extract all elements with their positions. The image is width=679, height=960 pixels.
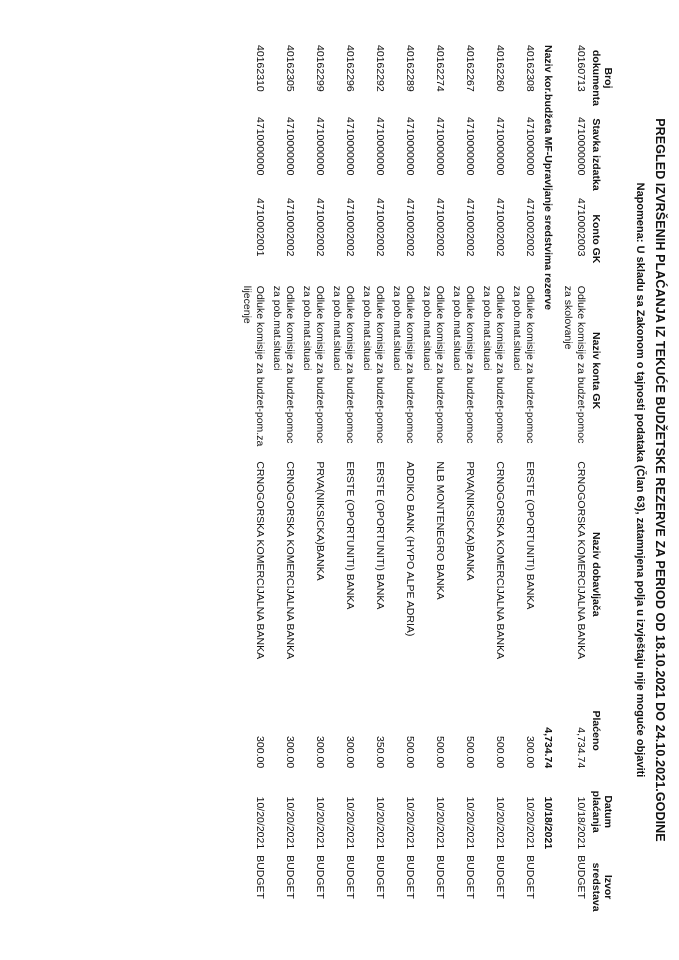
page-title: PREGLED IZVRŠENIH PLAĆANJA IZ TEKUĆE BUDŽETSKE REZERVE ZA PERIOD OD 18.10.2021 DO 24.10.2021.GODINE — [653, 118, 667, 842]
cell-placeno: 4,734.74 — [574, 727, 587, 769]
cell-izvor: BUDGET — [373, 855, 386, 899]
header-dobavljac: Naziv dobavljača — [589, 531, 602, 617]
confidentiality-note: Napomena: U skladu sa Zakonom o tajnosti podataka (Član 63), zatamnjena polja u izvještaju nije moguće objaviti — [634, 182, 646, 778]
section-row — [537, 42, 558, 922]
cell-dobavljac: PRVA(NIKSICKA)BANKA — [313, 461, 326, 581]
cell-stavka: 4710000000 — [403, 117, 416, 176]
cell-placeno: 300.00 — [343, 736, 356, 769]
cell-placeno: 300.00 — [313, 736, 326, 769]
header-konto: Konto GK — [589, 214, 602, 264]
cell-doc: 40162260 — [493, 45, 506, 92]
cell-doc: 40162310 — [253, 45, 266, 92]
cell-naziv: Odluke komisije za budzet-pomoc za pob.mat.situaci — [300, 285, 326, 444]
cell-doc: 40160713 — [574, 45, 587, 92]
cell-konto: 4710002002 — [313, 198, 326, 257]
header-row — [588, 42, 616, 922]
cell-datum: 10/18/2021 — [574, 796, 587, 850]
header-datum: Datum plaćanja — [589, 790, 614, 833]
cell-datum: 10/20/2021 — [403, 796, 416, 850]
payments-table — [237, 42, 616, 922]
cell-konto: 4710002002 — [283, 198, 296, 257]
cell-stavka: 4710000000 — [493, 117, 506, 176]
cell-datum: 10/20/2021 — [463, 796, 476, 850]
cell-datum: 10/20/2021 — [523, 796, 536, 850]
cell-stavka: 4710000000 — [463, 117, 476, 176]
table-row — [357, 42, 387, 922]
table-row — [297, 42, 327, 922]
group1-total: 4,734.74 — [541, 727, 554, 769]
cell-datum: 10/20/2021 — [343, 796, 356, 850]
table-row — [327, 42, 357, 922]
header-doc: Broj dokumenta — [589, 50, 614, 107]
cell-konto: 4710002002 — [343, 198, 356, 257]
cell-doc: 40162289 — [403, 45, 416, 92]
group1-total-date: 10/18/2021 — [541, 796, 554, 850]
table-row — [267, 42, 297, 922]
cell-datum: 10/20/2021 — [433, 796, 446, 850]
table-row — [558, 42, 588, 922]
table-row — [237, 42, 267, 922]
cell-konto: 4710002002 — [523, 198, 536, 257]
cell-konto: 4710002002 — [373, 198, 386, 257]
cell-naziv: Odluke komisije za budzet-pomoc za pob.mat.situaci — [360, 285, 386, 444]
cell-doc: 40162267 — [463, 45, 476, 92]
cell-placeno: 500.00 — [433, 736, 446, 769]
cell-izvor: BUDGET — [463, 855, 476, 899]
cell-doc: 40162292 — [373, 45, 386, 92]
cell-stavka: 4710000000 — [433, 117, 446, 176]
cell-naziv: Odluke komisije za budzet-pomoc za pob.mat.situaci — [480, 285, 506, 444]
cell-stavka: 4710000000 — [343, 117, 356, 176]
cell-naziv: Odluke komisije za budzet-pomoc za skolovanje — [561, 285, 587, 444]
cell-placeno: 500.00 — [403, 736, 416, 769]
cell-izvor: BUDGET — [343, 855, 356, 899]
cell-stavka: 4710000000 — [574, 117, 587, 176]
header-placeno: Plaćeno — [589, 710, 602, 751]
cell-dobavljac: ADDIKO BANK (HYPO ALPE ADRIA) — [403, 461, 416, 637]
cell-doc: 40162296 — [343, 45, 356, 92]
cell-datum: 10/20/2021 — [253, 796, 266, 850]
header-stavka: Stavka izdatka — [589, 118, 602, 191]
cell-konto: 4710002001 — [253, 198, 266, 257]
header-naziv-konta: Naziv konta GK — [589, 332, 602, 410]
table-row — [417, 42, 447, 922]
cell-dobavljac: NLB MONTENEGRO BANKA — [433, 461, 446, 600]
cell-dobavljac: ERSTE (OPORTUNITI) BANKA — [523, 461, 536, 610]
cell-doc: 40162308 — [523, 45, 536, 92]
cell-doc: 40162274 — [433, 45, 446, 92]
cell-stavka: 4710000000 — [313, 117, 326, 176]
cell-konto: 4710002002 — [403, 198, 416, 257]
cell-izvor: BUDGET — [493, 855, 506, 899]
cell-datum: 10/20/2021 — [283, 796, 296, 850]
cell-dobavljac: CRNOGORSKA KOMERCIJALNA BANKA — [253, 461, 266, 660]
cell-naziv: Odluke komisije za budzet-pomoc za pob.mat.situaci — [270, 285, 296, 444]
cell-placeno: 500.00 — [463, 736, 476, 769]
cell-placeno: 300.00 — [523, 736, 536, 769]
cell-placeno: 300.00 — [283, 736, 296, 769]
cell-doc: 40162305 — [283, 45, 296, 92]
cell-placeno: 300.00 — [253, 736, 266, 769]
table-row — [387, 42, 417, 922]
cell-dobavljac: PRVA(NIKSICKA)BANKA — [463, 461, 476, 581]
cell-naziv: Odluke komisije za budzet-pomoc za pob.mat.situaci — [390, 285, 416, 444]
cell-naziv: Odluke komisije za budzet-pom.za lijecenje — [240, 285, 266, 447]
cell-stavka: 4710000000 — [283, 117, 296, 176]
cell-dobavljac: ERSTE (OPORTUNITI) BANKA — [343, 461, 356, 610]
cell-stavka: 4710000000 — [373, 117, 386, 176]
cell-naziv: Odluke komisije za budzet-pomoc za pob.mat.situaci — [330, 285, 356, 444]
table-row — [447, 42, 477, 922]
cell-naziv: Odluke komisije za budzet-pomoc za pob.mat.situaci — [420, 285, 446, 444]
cell-izvor: BUDGET — [433, 855, 446, 899]
cell-dobavljac: ERSTE (OPORTUNITI) BANKA — [373, 461, 386, 610]
table-row — [507, 42, 537, 922]
cell-konto: 4710002003 — [574, 198, 587, 257]
cell-izvor: BUDGET — [283, 855, 296, 899]
cell-izvor: BUDGET — [403, 855, 416, 899]
section-label: Naziv kor.budžeta MF-Upravljanje sredstvima rezerve — [541, 45, 554, 310]
cell-stavka: 4710000000 — [523, 117, 536, 176]
cell-dobavljac: CRNOGORSKA KOMERCIJALNA BANKA — [283, 461, 296, 660]
cell-izvor: BUDGET — [253, 855, 266, 899]
cell-izvor: BUDGET — [523, 855, 536, 899]
cell-izvor: BUDGET — [313, 855, 326, 899]
cell-datum: 10/20/2021 — [493, 796, 506, 850]
cell-konto: 4710002002 — [463, 198, 476, 257]
cell-datum: 10/20/2021 — [373, 796, 386, 850]
cell-placeno: 500.00 — [493, 736, 506, 769]
cell-konto: 4710002002 — [493, 198, 506, 257]
cell-placeno: 350.00 — [373, 736, 386, 769]
cell-konto: 4710002002 — [433, 198, 446, 257]
cell-stavka: 4710000000 — [253, 117, 266, 176]
table-row — [477, 42, 507, 922]
cell-naziv: Odluke komisije za budzet-pomoc za pob.mat.situaci — [510, 285, 536, 444]
header-izvor: Izvor sredstava — [589, 862, 614, 912]
cell-izvor: BUDGET — [574, 855, 587, 899]
cell-dobavljac: CRNOGORSKA KOMERCIJALNA BANKA — [493, 461, 506, 660]
cell-dobavljac: CRNOGORSKA KOMERCIJALNA BANKA — [574, 461, 587, 660]
cell-doc: 40162299 — [313, 45, 326, 92]
cell-naziv: Odluke komisije za budzet-pomoc za pob.mat.situaci — [450, 285, 476, 444]
cell-datum: 10/20/2021 — [313, 796, 326, 850]
